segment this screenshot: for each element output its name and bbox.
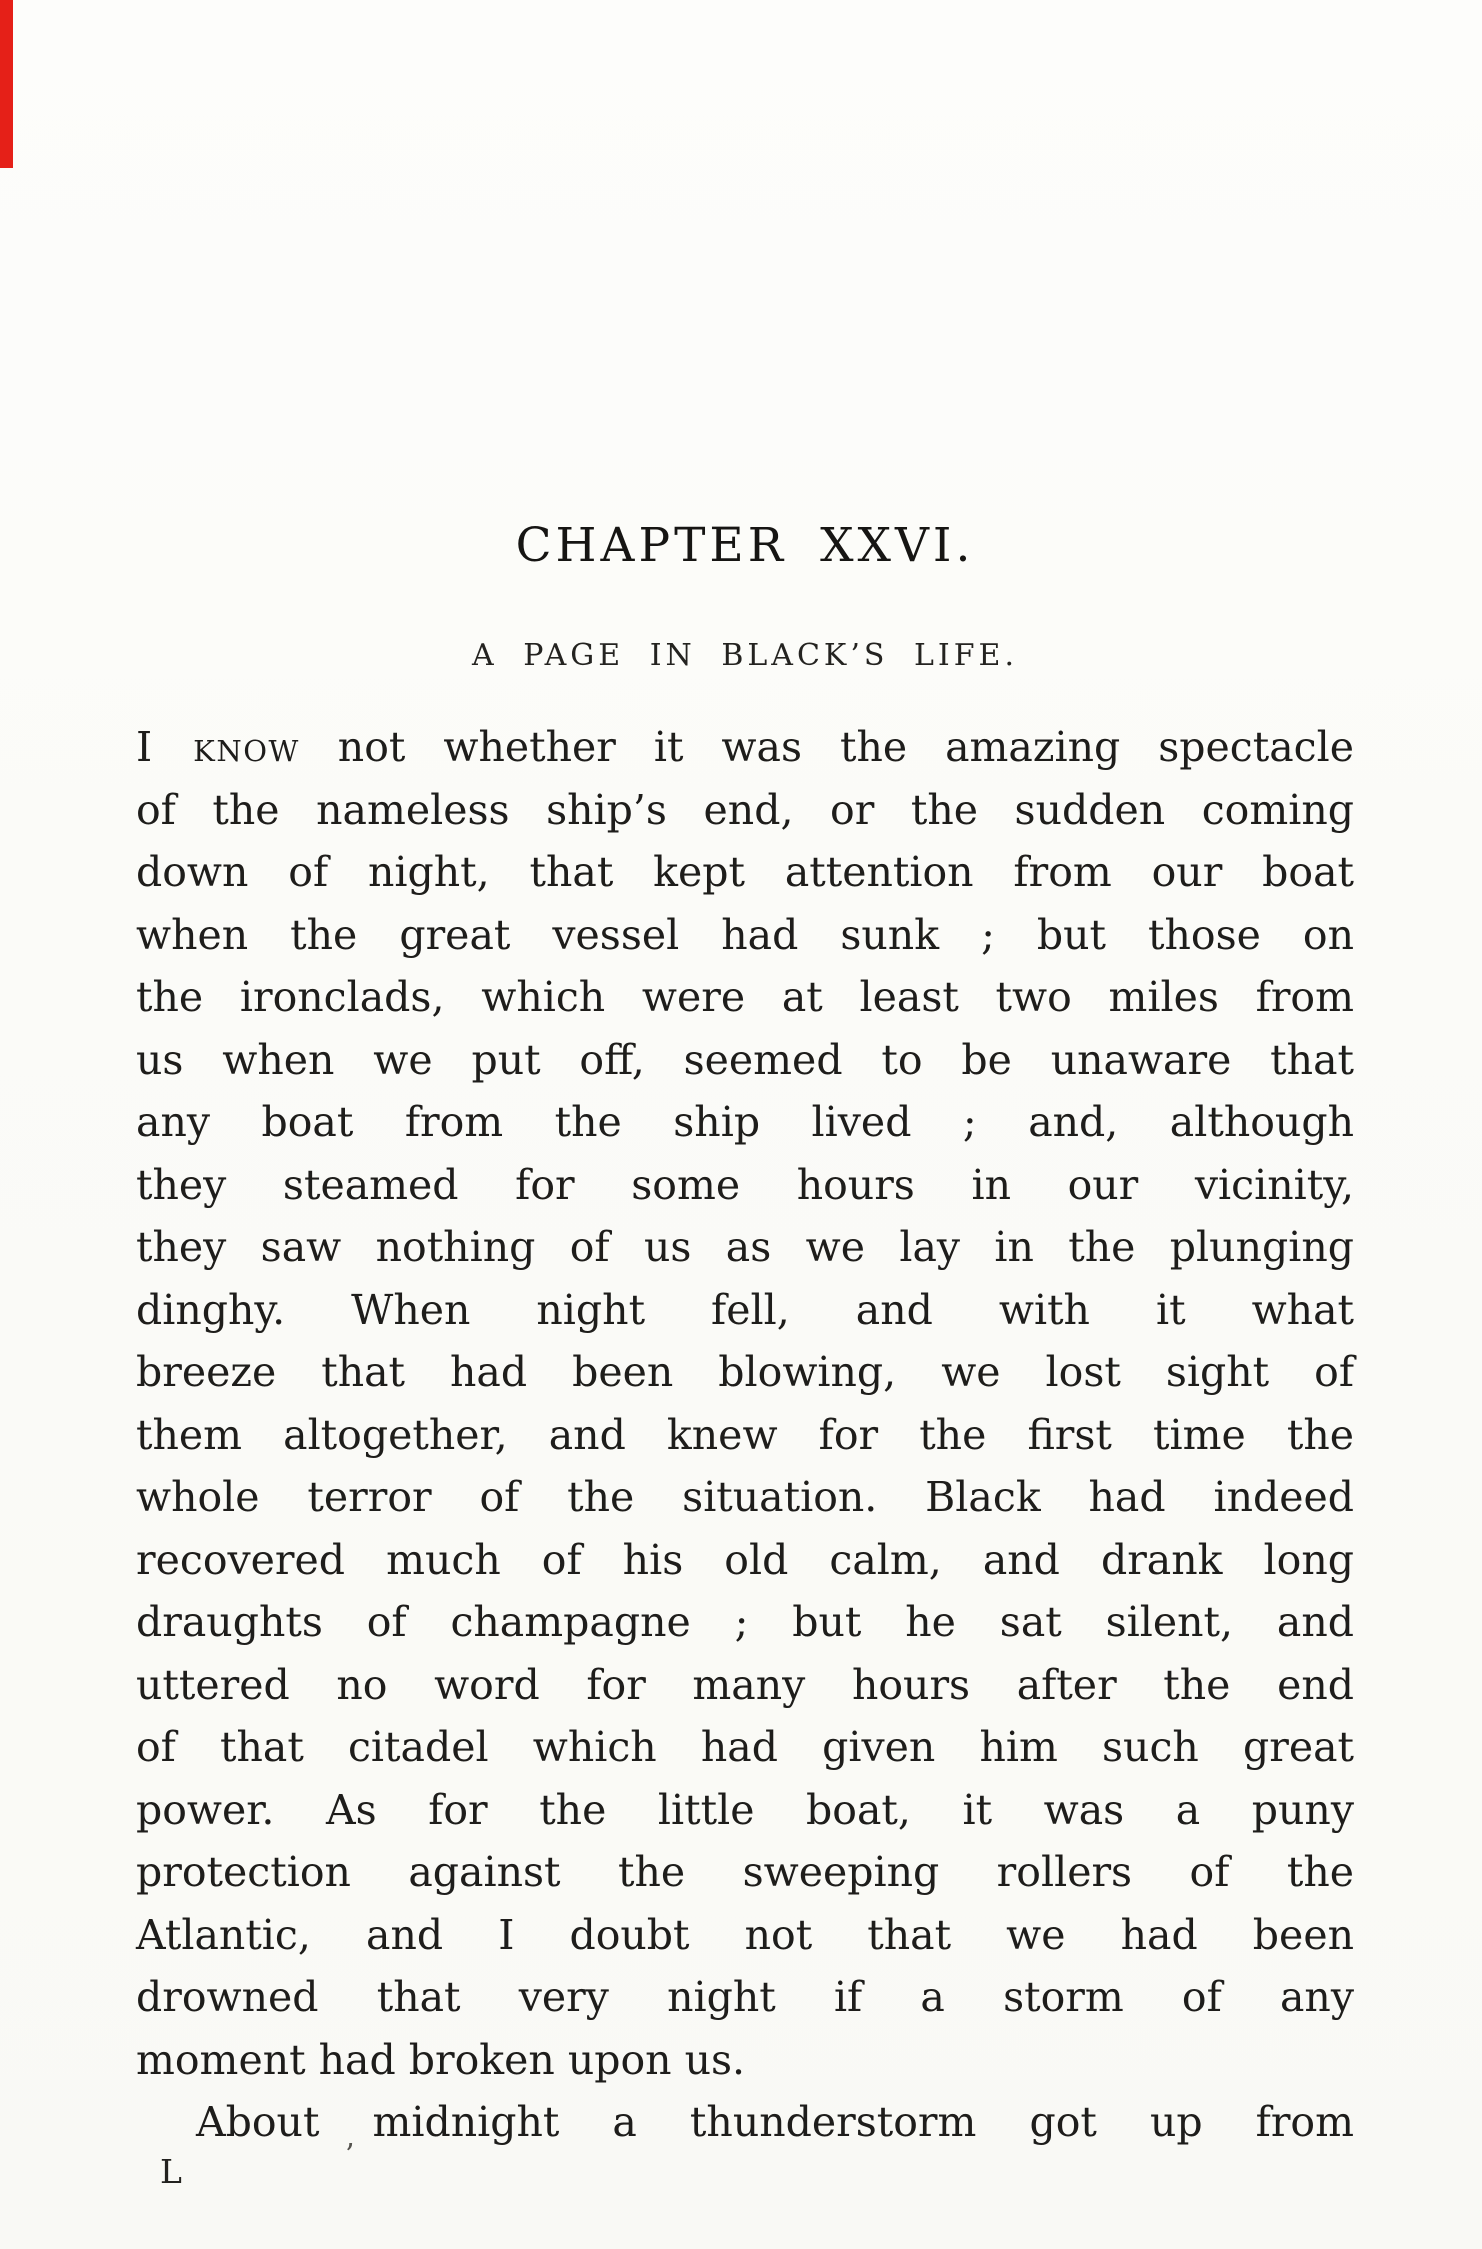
stray-ink-mark: ’ bbox=[345, 2138, 355, 2173]
scan-edge-artifact bbox=[0, 0, 13, 168]
body-text bbox=[136, 716, 1354, 2154]
chapter-heading: CHAPTER XXVI. bbox=[515, 518, 975, 573]
text-line: draughts of champagne ; but he sat silent, and bbox=[136, 1598, 1354, 1646]
printers-signature-mark: L bbox=[160, 2152, 182, 2191]
text-line: moment had broken upon us. bbox=[136, 2035, 746, 2084]
text-line: of that citadel which had given him such great bbox=[136, 1723, 1354, 1771]
text-line: About midnight a thunderstorm got up from bbox=[196, 2098, 1354, 2146]
text-line: when the great vessel had sunk ; but those on bbox=[136, 910, 1354, 959]
text-line: protection against the sweeping rollers of the bbox=[136, 1848, 1354, 1896]
text-line: uttered no word for many hours after the end bbox=[136, 1660, 1354, 1709]
text-line: the ironclads, which were at least two miles from bbox=[136, 973, 1354, 1021]
text-line: they steamed for some hours in our vicinity, bbox=[136, 1160, 1354, 1209]
text-line: they saw nothing of us as we lay in the plunging bbox=[136, 1223, 1354, 1271]
text-line: any boat from the ship lived ; and, although bbox=[136, 1098, 1354, 1146]
smallcaps-lead: I know bbox=[136, 723, 300, 771]
text-line: them altogether, and knew for the first time the bbox=[136, 1410, 1354, 1459]
text-line: breeze that had been blowing, we lost sight of bbox=[136, 1348, 1354, 1396]
text-line: whole terror of the situation. Black had indeed bbox=[136, 1473, 1354, 1521]
text-line: down of night, that kept attention from our boat bbox=[136, 848, 1354, 896]
text-line: of the nameless ship’s end, or the sudden coming bbox=[136, 785, 1354, 834]
text-line: power. As for the little boat, it was a puny bbox=[136, 1785, 1354, 1834]
text-line: drowned that very night if a storm of any bbox=[136, 1973, 1354, 2021]
text-line: I know not whether it was the amazing spectacle bbox=[136, 723, 1354, 771]
chapter-subtitle: A PAGE IN BLACK’S LIFE. bbox=[472, 638, 1018, 673]
text-line: dinghy. When night fell, and with it what bbox=[136, 1285, 1354, 1334]
text-line: us when we put off, seemed to be unaware that bbox=[136, 1035, 1354, 1084]
text-line: recovered much of his old calm, and drank long bbox=[136, 1535, 1354, 1584]
text-line: Atlantic, and I doubt not that we had been bbox=[136, 1910, 1354, 1959]
